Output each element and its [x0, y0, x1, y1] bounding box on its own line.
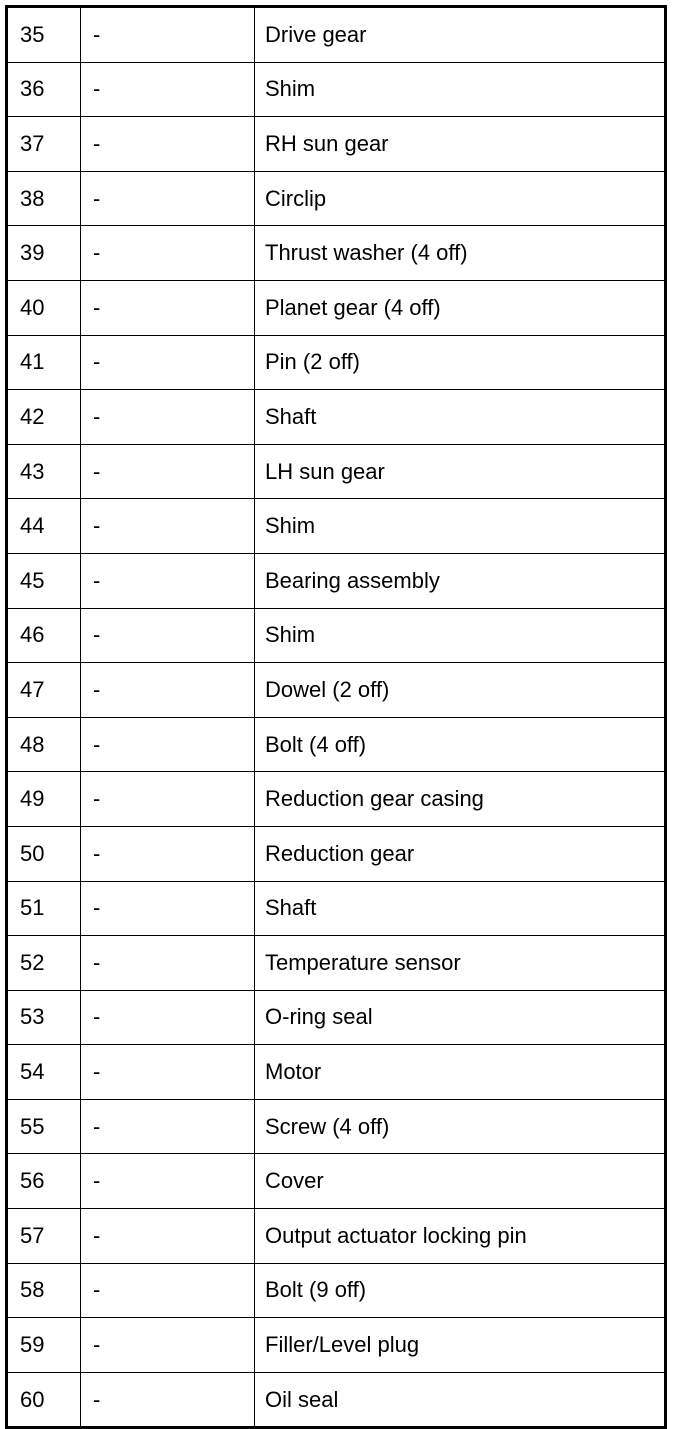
- item-number: 56: [7, 1154, 81, 1209]
- item-number: 43: [7, 444, 81, 499]
- table-row: [7, 717, 666, 772]
- item-description: Bearing assembly: [255, 553, 666, 608]
- item-description: Screw (4 off): [255, 1099, 666, 1154]
- table-row: [7, 1318, 666, 1373]
- item-separator: -: [81, 553, 255, 608]
- item-description: RH sun gear: [255, 117, 666, 172]
- item-separator: -: [81, 1099, 255, 1154]
- item-separator: -: [81, 62, 255, 117]
- item-description: Reduction gear casing: [255, 772, 666, 827]
- item-number: 41: [7, 335, 81, 390]
- item-description: Shaft: [255, 390, 666, 445]
- table-row: [7, 1045, 666, 1100]
- table-row: [7, 117, 666, 172]
- table-row: [7, 280, 666, 335]
- item-separator: -: [81, 826, 255, 881]
- item-separator: -: [81, 1045, 255, 1100]
- item-description: Bolt (9 off): [255, 1263, 666, 1318]
- table-row: [7, 7, 666, 63]
- item-description: Bolt (4 off): [255, 717, 666, 772]
- item-separator: -: [81, 1318, 255, 1373]
- item-separator: -: [81, 226, 255, 281]
- item-number: 60: [7, 1372, 81, 1428]
- item-separator: -: [81, 1263, 255, 1318]
- item-separator: -: [81, 7, 255, 63]
- item-separator: -: [81, 936, 255, 991]
- item-number: 47: [7, 663, 81, 718]
- item-number: 54: [7, 1045, 81, 1100]
- item-separator: -: [81, 444, 255, 499]
- item-separator: -: [81, 1209, 255, 1264]
- table-row: [7, 62, 666, 117]
- item-separator: -: [81, 608, 255, 663]
- table-row: [7, 663, 666, 718]
- table-row: [7, 499, 666, 554]
- item-description: Motor: [255, 1045, 666, 1100]
- table-row: [7, 171, 666, 226]
- item-number: 37: [7, 117, 81, 172]
- item-number: 49: [7, 772, 81, 827]
- item-separator: -: [81, 1154, 255, 1209]
- item-number: 50: [7, 826, 81, 881]
- table-row: [7, 1372, 666, 1428]
- item-description: LH sun gear: [255, 444, 666, 499]
- item-separator: -: [81, 335, 255, 390]
- item-separator: -: [81, 117, 255, 172]
- table-row: [7, 1263, 666, 1318]
- item-description: Shim: [255, 499, 666, 554]
- item-separator: -: [81, 717, 255, 772]
- item-description: Filler/Level plug: [255, 1318, 666, 1373]
- table-row: [7, 990, 666, 1045]
- item-number: 40: [7, 280, 81, 335]
- table-row: [7, 444, 666, 499]
- item-description: Dowel (2 off): [255, 663, 666, 718]
- item-description: Circlip: [255, 171, 666, 226]
- table-row: [7, 1209, 666, 1264]
- item-number: 57: [7, 1209, 81, 1264]
- item-separator: -: [81, 990, 255, 1045]
- item-description: Reduction gear: [255, 826, 666, 881]
- item-number: 46: [7, 608, 81, 663]
- table-row: [7, 1099, 666, 1154]
- item-description: Shaft: [255, 881, 666, 936]
- item-number: 59: [7, 1318, 81, 1373]
- table-row: [7, 608, 666, 663]
- item-description: Drive gear: [255, 7, 666, 63]
- table-row: [7, 1154, 666, 1209]
- table-row: [7, 826, 666, 881]
- item-description: Pin (2 off): [255, 335, 666, 390]
- table-row: [7, 335, 666, 390]
- item-number: 38: [7, 171, 81, 226]
- parts-table-body: [7, 7, 666, 1428]
- item-description: O-ring seal: [255, 990, 666, 1045]
- item-description: Temperature sensor: [255, 936, 666, 991]
- item-number: 55: [7, 1099, 81, 1154]
- item-separator: -: [81, 881, 255, 936]
- item-number: 35: [7, 7, 81, 63]
- table-row: [7, 936, 666, 991]
- item-number: 52: [7, 936, 81, 991]
- item-number: 36: [7, 62, 81, 117]
- table-row: [7, 390, 666, 445]
- item-number: 39: [7, 226, 81, 281]
- table-row: [7, 881, 666, 936]
- table-row: [7, 553, 666, 608]
- item-number: 53: [7, 990, 81, 1045]
- item-number: 44: [7, 499, 81, 554]
- item-number: 45: [7, 553, 81, 608]
- item-separator: -: [81, 280, 255, 335]
- item-number: 58: [7, 1263, 81, 1318]
- table-row: [7, 772, 666, 827]
- item-separator: -: [81, 1372, 255, 1428]
- item-separator: -: [81, 499, 255, 554]
- item-number: 51: [7, 881, 81, 936]
- item-description: Shim: [255, 62, 666, 117]
- item-description: Shim: [255, 608, 666, 663]
- item-separator: -: [81, 171, 255, 226]
- item-separator: -: [81, 390, 255, 445]
- item-description: Planet gear (4 off): [255, 280, 666, 335]
- parts-table: [5, 5, 667, 1429]
- table-row: [7, 226, 666, 281]
- item-number: 48: [7, 717, 81, 772]
- item-description: Output actuator locking pin: [255, 1209, 666, 1264]
- item-separator: -: [81, 772, 255, 827]
- item-description: Oil seal: [255, 1372, 666, 1428]
- item-description: Thrust washer (4 off): [255, 226, 666, 281]
- item-separator: -: [81, 663, 255, 718]
- item-number: 42: [7, 390, 81, 445]
- item-description: Cover: [255, 1154, 666, 1209]
